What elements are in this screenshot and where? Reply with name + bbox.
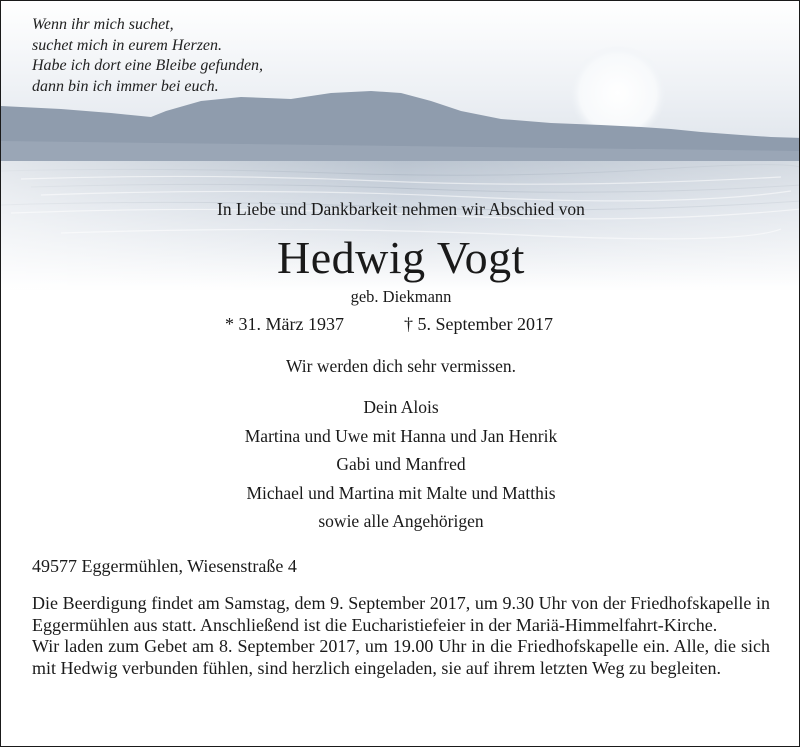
death-date: † 5. September 2017 — [404, 314, 553, 334]
funeral-paragraph: Die Beerdigung findet am Samstag, dem 9. September 2017, um 9.30 Uhr von der Friedhofskapelle in Eggermühlen aus statt. Anschließend ist die Eucharistiefeier in der Mariä-Himmelfahrt-Kirche. — [32, 593, 770, 635]
poem-line: dann bin ich immer bei euch. — [32, 77, 219, 95]
address: 49577 Eggermühlen, Wiesenstraße 4 — [32, 556, 297, 576]
funeral-details — [32, 593, 770, 679]
poem — [32, 15, 263, 97]
intro-line: In Liebe und Dankbarkeit nehmen wir Abschied von — [217, 199, 585, 219]
poem-line: suchet mich in eurem Herzen. — [32, 36, 223, 54]
mourner-item: sowie alle Angehörigen — [318, 511, 484, 531]
miss-line: Wir werden dich sehr vermissen. — [285, 356, 517, 376]
prayer-paragraph: Wir laden zum Gebet am 8. September 2017, um 19.00 Uhr in die Friedhofskapelle ein. Alle, die sich mit Hedwig verbunden fühlen, sind herzlich eingeladen, sie auf ihrem letzten Weg zu begleiten. — [32, 636, 770, 678]
mourners-list — [1, 393, 800, 536]
poem-line: Habe ich dort eine Bleibe gefunden, — [32, 57, 264, 74]
maiden-name: geb. Diekmann — [350, 287, 452, 306]
mourner-item: Michael und Martina mit Malte und Matthis — [246, 482, 556, 503]
birth-date: * 31. März 1937 — [225, 314, 344, 334]
deceased-name: Hedwig Vogt — [277, 232, 525, 283]
mourner-item: Dein Alois — [363, 397, 439, 417]
poem-line: Wenn ihr mich suchet, — [32, 16, 174, 33]
mourner-item: Gabi und Manfred — [336, 454, 466, 474]
mourner-item: Martina und Uwe mit Hanna und Jan Henrik — [244, 425, 558, 446]
